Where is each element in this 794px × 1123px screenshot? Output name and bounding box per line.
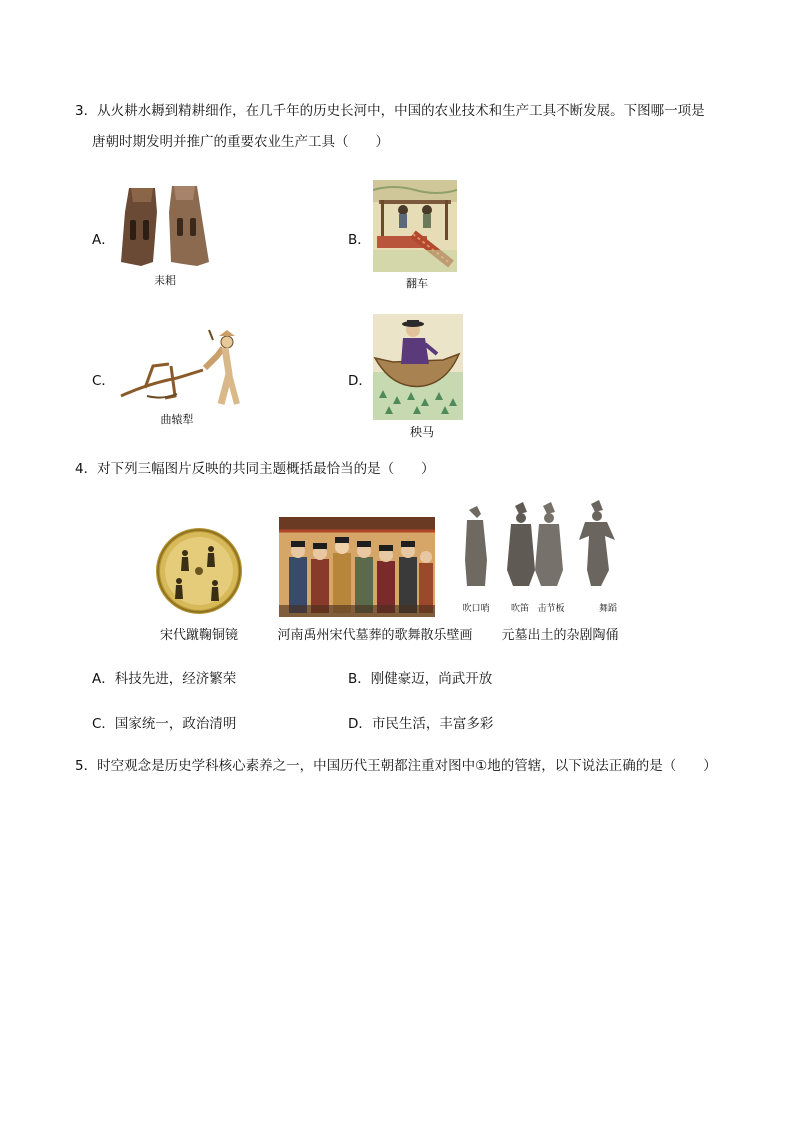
q3-option-a-letter: A．: [92, 232, 115, 248]
q3-option-b-caption: 翻车: [406, 277, 428, 290]
q4-image-2-caption: 河南禹州宋代墓葬的歌舞散乐壁画: [277, 628, 473, 643]
q4-stem: 4．对下列三幅图片反映的共同主题概括最恰当的是（ ）: [75, 461, 435, 477]
q3-option-d-caption: 秧马: [409, 425, 434, 439]
q4-option-d: D．市民生活，丰富多彩: [348, 716, 494, 732]
q4-option-b: B．刚健豪迈，尚武开放: [348, 671, 493, 687]
q4-image-3: [455, 500, 633, 600]
q3-option-c-letter: C．: [92, 373, 115, 389]
q3-option-d-image: [373, 314, 463, 420]
q3-option-b-letter: B．: [348, 232, 371, 248]
q4-image-1: [155, 527, 243, 615]
q4-image-3-sublabel-4: 舞蹈: [598, 604, 617, 614]
q3-option-c-caption: 曲辕犁: [160, 413, 194, 426]
q3-option-d-letter: D．: [348, 373, 372, 389]
q3-stem-line1: 3．从火耕水耨到精耕细作，在几千年的历史长河中，中国的农业技术和生产工具不断发展。下图哪一项是: [75, 103, 705, 119]
q4-option-a: A．科技先进，经济繁荣: [92, 671, 237, 687]
q4-image-3-sublabel-2: 吹笛: [510, 604, 529, 614]
q3-option-b-image: [373, 180, 457, 272]
q4-image-3-sublabel-1: 吹口哨: [462, 604, 490, 614]
q3-stem-line2: 唐朝时期发明并推广的重要农业生产工具（ ）: [92, 134, 389, 150]
q4-image-3-sublabel-3: 击节板: [537, 604, 565, 614]
q4-image-2: [279, 517, 435, 617]
q4-image-1-caption: 宋代蹴鞠铜镜: [159, 628, 238, 643]
q5-stem: 5．时空观念是历史学科核心素养之一，中国历代王朝都注重对图中①地的管辖，以下说法正确的是（ ）: [75, 758, 717, 774]
q3-option-a-image: [117, 182, 213, 270]
q3-option-a-caption: 耒耜: [154, 274, 176, 287]
q4-option-c: C．国家统一，政治清明: [92, 716, 237, 732]
q4-image-3-caption: 元墓出土的杂剧陶俑: [501, 628, 619, 643]
q3-option-c-image: [117, 326, 247, 412]
